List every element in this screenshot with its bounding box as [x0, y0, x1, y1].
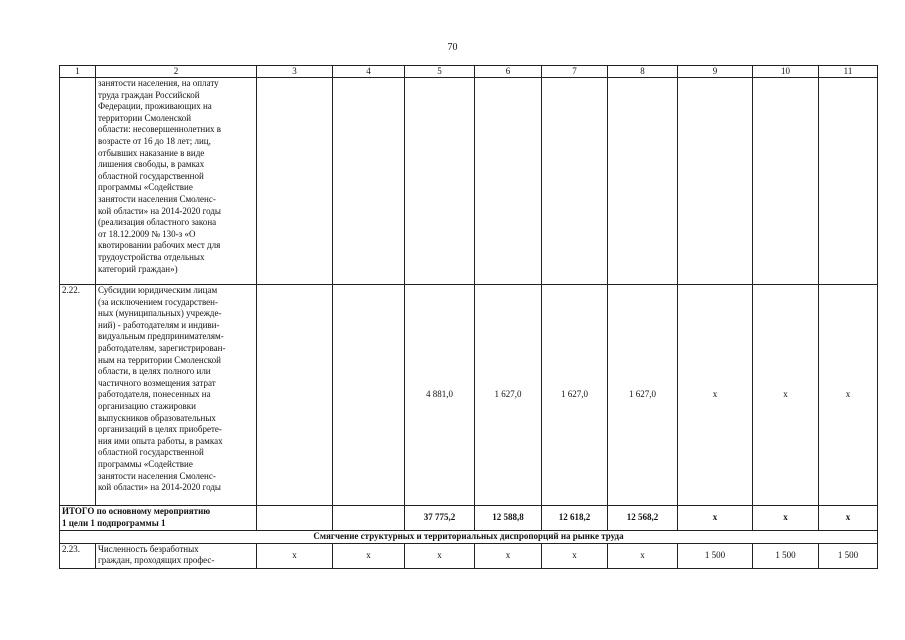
cell-value: 12 618,2	[542, 506, 608, 531]
cell-value: x	[333, 543, 405, 568]
cell-value: x	[753, 285, 819, 506]
section-row	[60, 531, 878, 544]
col-header: 4	[333, 66, 405, 78]
cell-value: 1 627,0	[608, 285, 678, 506]
row-description: Численность безработных граждан, проходящих профес-	[96, 543, 257, 568]
cell-value: 12 588,8	[475, 506, 542, 531]
table-row	[60, 543, 878, 568]
cell-value: x	[819, 506, 878, 531]
cell-value: x	[678, 285, 753, 506]
col-header: 7	[542, 66, 608, 78]
total-row	[60, 506, 878, 531]
cell-value: 12 568,2	[608, 506, 678, 531]
col-header: 1	[60, 66, 96, 78]
section-title: Смягчение структурных и территориальных диспропорций на рынке труда	[60, 531, 878, 544]
cell-value: 37 775,2	[405, 506, 475, 531]
table-row	[60, 285, 878, 506]
cell-value: 4 881,0	[405, 285, 475, 506]
col-header: 5	[405, 66, 475, 78]
budget-table	[59, 65, 878, 569]
cell-value: 1 500	[819, 543, 878, 568]
col-header: 11	[819, 66, 878, 78]
cell-value: x	[257, 543, 333, 568]
table-row	[60, 78, 878, 285]
col-header: 9	[678, 66, 753, 78]
cell-value: 1 500	[678, 543, 753, 568]
cell-value: 1 500	[753, 543, 819, 568]
col-header: 10	[753, 66, 819, 78]
cell-value: x	[753, 506, 819, 531]
col-header: 8	[608, 66, 678, 78]
col-header: 6	[475, 66, 542, 78]
row-number: 2.23.	[60, 543, 96, 568]
total-label: ИТОГО по основному мероприятию 1 цели 1 подпрограммы 1	[60, 506, 257, 531]
col-header: 2	[96, 66, 257, 78]
cell-value: x	[678, 506, 753, 531]
page-number: 70	[447, 42, 458, 53]
cell-value	[257, 506, 333, 531]
cell-value: x	[819, 285, 878, 506]
cell-value: x	[608, 543, 678, 568]
cell-value	[333, 285, 405, 506]
cell-value: 1 627,0	[475, 285, 542, 506]
row-number: 2.22.	[60, 285, 96, 506]
cell-value: x	[542, 543, 608, 568]
header-row	[60, 66, 878, 78]
row-number	[60, 78, 96, 285]
cell-value: 1 627,0	[542, 285, 608, 506]
cell-value: x	[475, 543, 542, 568]
cell-value	[257, 285, 333, 506]
cell-value: x	[405, 543, 475, 568]
row-description: занятости населения, на оплату труда граждан Российской Федерации, проживающих на территории Смоленской области: несовершеннолетних в возрасте от 16 до 18 лет; лиц, отбывших наказание в виде лишения свободы, в рамках областной государственной программы «Содействие занятости населения Смоленс- кой области» на 2014-2020 годы (реализация областного закона от 18.12.2009 № 130-з «О квотировании рабочих мест для трудоустройства отдельных категорий граждан»)	[96, 78, 257, 285]
row-description: Субсидии юридическим лицам (за исключением государствен- ных (муниципальных) учрежде- ний) - работодателям и индиви- видуальным предпринимателям- работодателям, зарегистрирован- ным на территории Смоленской области, в целях полного или частичного возмещения затрат работодателя, понесенных на организацию стажировки выпускников образовательных организаций в целях приобрете- ния ими опыта работы, в рамках областной государственной программы «Содействие занятости населения Смоленс- кой области» на 2014-2020 годы	[96, 285, 257, 506]
cell-value	[333, 506, 405, 531]
col-header: 3	[257, 66, 333, 78]
